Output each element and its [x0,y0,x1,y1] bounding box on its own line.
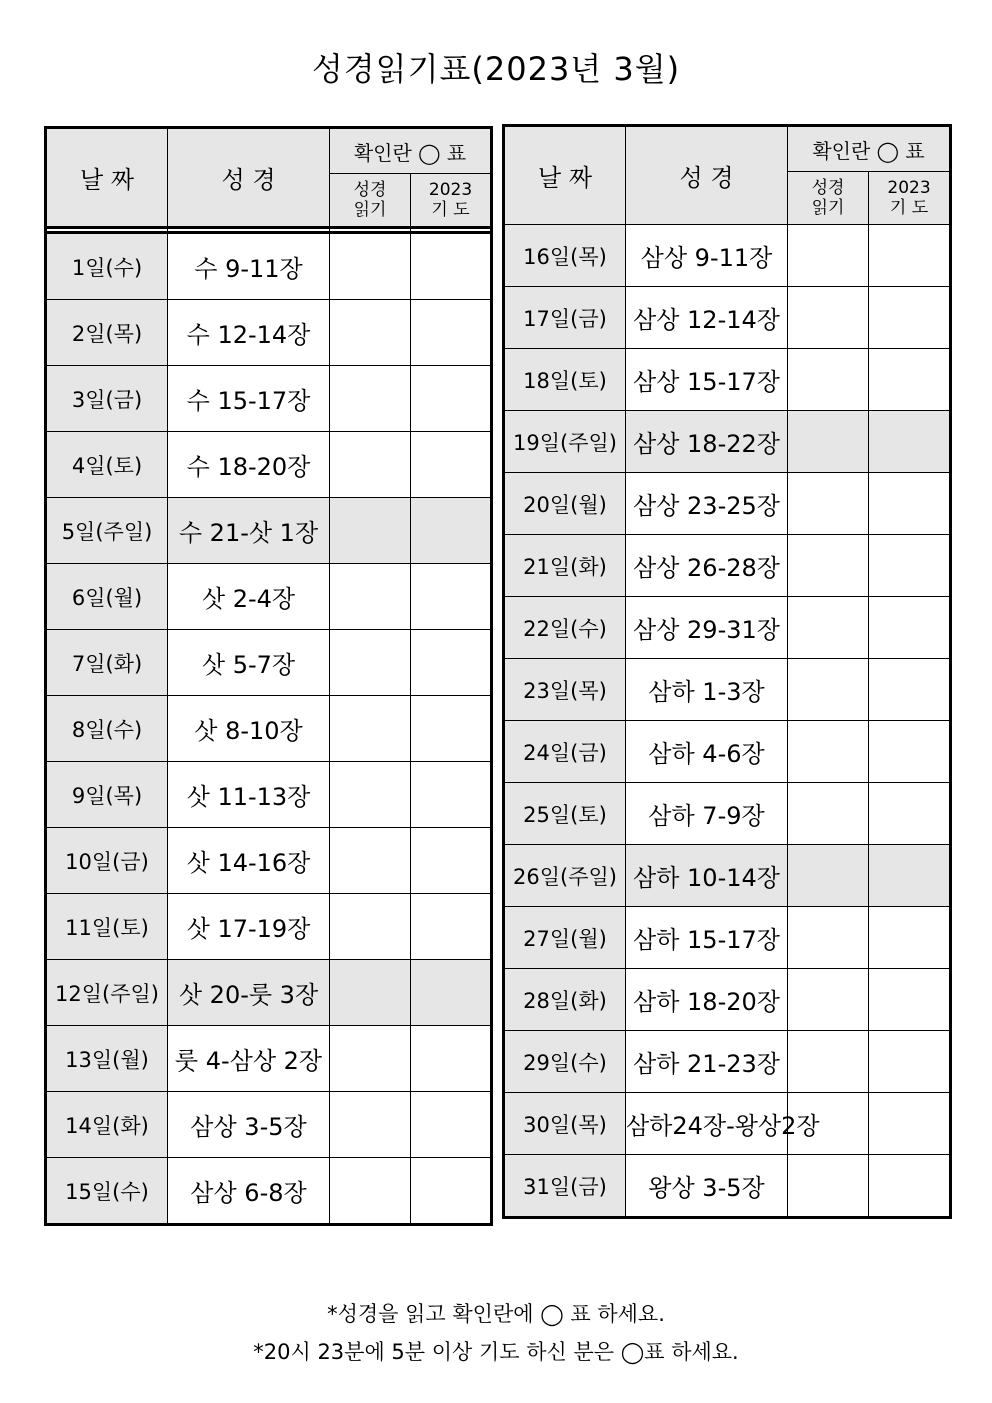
table-row [504,1031,951,1093]
read-check-cell[interactable] [330,828,411,894]
prayer-check-cell[interactable] [869,721,951,783]
read-check-cell[interactable] [788,845,869,907]
passage-cell: 삿 14-16장 [168,828,330,894]
header-passage: 성 경 [168,128,330,228]
prayer-check-cell[interactable] [411,894,492,960]
table-row [46,696,492,762]
date-cell: 5일(주일) [46,498,168,564]
date-cell: 23일(목) [504,659,626,721]
prayer-check-cell[interactable] [869,411,951,473]
date-cell: 27일(월) [504,907,626,969]
prayer-check-cell[interactable] [411,696,492,762]
passage-cell: 삼하 10-14장 [626,845,788,907]
read-check-cell[interactable] [788,1155,869,1218]
date-cell: 19일(주일) [504,411,626,473]
read-check-cell[interactable] [330,960,411,1026]
passage-cell: 삼상 18-22장 [626,411,788,473]
read-check-cell[interactable] [788,597,869,659]
date-cell: 17일(금) [504,287,626,349]
table-row [46,960,492,1026]
prayer-check-cell[interactable] [411,762,492,828]
read-check-cell[interactable] [330,1026,411,1092]
read-check-cell[interactable] [330,432,411,498]
prayer-check-cell[interactable] [869,597,951,659]
header-date: 날 짜 [504,126,626,225]
passage-cell: 수 12-14장 [168,300,330,366]
read-check-cell[interactable] [788,411,869,473]
table-row [46,828,492,894]
header-read: 성경 읽기 [330,174,411,228]
page-title: 성경읽기표(2023년 3월) [311,50,681,88]
date-cell: 29일(수) [504,1031,626,1093]
table-row [46,1158,492,1225]
table-row [46,894,492,960]
prayer-check-cell[interactable] [411,1158,492,1225]
passage-cell: 삿 8-10장 [168,696,330,762]
read-check-cell[interactable] [788,225,869,287]
prayer-check-cell[interactable] [411,1092,492,1158]
date-cell: 6일(월) [46,564,168,630]
prayer-check-cell[interactable] [411,828,492,894]
passage-cell: 삼하 21-23장 [626,1031,788,1093]
table-row [504,783,951,845]
table-row [504,969,951,1031]
prayer-check-cell[interactable] [411,630,492,696]
prayer-check-cell[interactable] [411,300,492,366]
read-check-cell[interactable] [330,233,411,300]
passage-cell: 삼상 23-25장 [626,473,788,535]
header-check: 확인란 ◯ 표 [330,128,492,174]
prayer-check-cell[interactable] [869,287,951,349]
table-row [46,233,492,300]
passage-cell: 수 15-17장 [168,366,330,432]
passage-cell: 수 21-삿 1장 [168,498,330,564]
passage-cell: 삼하 7-9장 [626,783,788,845]
prayer-check-cell[interactable] [869,659,951,721]
date-cell: 9일(목) [46,762,168,828]
passage-cell: 왕상 3-5장 [626,1155,788,1218]
read-check-cell[interactable] [330,630,411,696]
passage-cell: 삿 11-13장 [168,762,330,828]
read-check-cell[interactable] [788,783,869,845]
prayer-check-cell[interactable] [869,535,951,597]
read-check-cell[interactable] [330,894,411,960]
reading-table-right [502,124,952,1219]
prayer-check-cell[interactable] [869,225,951,287]
read-check-cell[interactable] [788,721,869,783]
passage-cell: 삼하 4-6장 [626,721,788,783]
table-row [504,907,951,969]
table-row [504,597,951,659]
date-cell: 3일(금) [46,366,168,432]
read-check-cell[interactable] [330,498,411,564]
prayer-check-cell[interactable] [869,1155,951,1218]
read-check-cell[interactable] [788,349,869,411]
date-cell: 14일(화) [46,1092,168,1158]
prayer-check-cell[interactable] [869,349,951,411]
table-row [504,287,951,349]
date-cell: 2일(목) [46,300,168,366]
date-cell: 8일(수) [46,696,168,762]
note-prayer-instruction: *20시 23분에 5분 이상 기도 하신 분은 ◯표 하세요. [253,1340,739,1364]
header-pray: 2023 기 도 [869,172,951,225]
read-check-cell[interactable] [330,762,411,828]
prayer-check-cell[interactable] [411,960,492,1026]
header-date: 날 짜 [46,128,168,228]
date-cell: 12일(주일) [46,960,168,1026]
passage-cell: 삼상 9-11장 [626,225,788,287]
table-row [504,721,951,783]
table-row [504,1155,951,1218]
prayer-check-cell[interactable] [869,1031,951,1093]
header-passage: 성 경 [626,126,788,225]
passage-cell: 삼하 15-17장 [626,907,788,969]
date-cell: 16일(목) [504,225,626,287]
passage-cell: 삼상 12-14장 [626,287,788,349]
note-read-instruction: *성경을 읽고 확인란에 ◯ 표 하세요. [327,1302,665,1326]
passage-cell: 삼하24장-왕상2장 [626,1093,788,1155]
prayer-check-cell[interactable] [869,1093,951,1155]
read-check-cell[interactable] [330,366,411,432]
table-row [46,300,492,366]
date-cell: 24일(금) [504,721,626,783]
prayer-check-cell[interactable] [869,473,951,535]
table-row [46,630,492,696]
date-cell: 30일(목) [504,1093,626,1155]
prayer-check-cell[interactable] [869,969,951,1031]
header-pray: 2023 기 도 [411,174,492,228]
table-row [504,349,951,411]
date-cell: 11일(토) [46,894,168,960]
passage-cell: 삿 2-4장 [168,564,330,630]
date-cell: 21일(화) [504,535,626,597]
table-row [46,498,492,564]
date-cell: 31일(금) [504,1155,626,1218]
date-cell: 22일(수) [504,597,626,659]
read-check-cell[interactable] [788,535,869,597]
prayer-check-cell[interactable] [869,907,951,969]
passage-cell: 삼상 26-28장 [626,535,788,597]
table-row [46,564,492,630]
passage-cell: 룻 4-삼상 2장 [168,1026,330,1092]
header-check: 확인란 ◯ 표 [788,126,951,172]
passage-cell: 삿 5-7장 [168,630,330,696]
reading-table-left [44,126,493,1226]
date-cell: 15일(수) [46,1158,168,1225]
date-cell: 10일(금) [46,828,168,894]
prayer-check-cell[interactable] [411,1026,492,1092]
date-cell: 4일(토) [46,432,168,498]
read-check-cell[interactable] [788,659,869,721]
read-check-cell[interactable] [330,564,411,630]
read-check-cell[interactable] [330,696,411,762]
read-check-cell[interactable] [330,1158,411,1225]
table-row [46,1026,492,1092]
date-cell: 25일(토) [504,783,626,845]
prayer-check-cell[interactable] [869,783,951,845]
date-cell: 18일(토) [504,349,626,411]
prayer-check-cell[interactable] [411,498,492,564]
date-cell: 26일(주일) [504,845,626,907]
read-check-cell[interactable] [330,1092,411,1158]
read-check-cell[interactable] [788,287,869,349]
passage-cell: 삼하 1-3장 [626,659,788,721]
date-cell: 13일(월) [46,1026,168,1092]
passage-cell: 삼상 15-17장 [626,349,788,411]
read-check-cell[interactable] [788,907,869,969]
table-row [46,366,492,432]
date-cell: 20일(월) [504,473,626,535]
table-row [504,473,951,535]
passage-cell: 삿 17-19장 [168,894,330,960]
read-check-cell[interactable] [788,473,869,535]
table-row [504,845,951,907]
read-check-cell[interactable] [788,1031,869,1093]
date-cell: 7일(화) [46,630,168,696]
table-row [504,535,951,597]
passage-cell: 삼상 29-31장 [626,597,788,659]
read-check-cell[interactable] [330,300,411,366]
passage-cell: 삿 20-룻 3장 [168,960,330,1026]
table-row [504,1093,951,1155]
passage-cell: 삼상 3-5장 [168,1092,330,1158]
table-row [504,411,951,473]
header-read: 성경 읽기 [788,172,869,225]
date-cell: 1일(수) [46,233,168,300]
passage-cell: 수 9-11장 [168,233,330,300]
table-row [504,225,951,287]
prayer-check-cell[interactable] [411,564,492,630]
passage-cell: 삼상 6-8장 [168,1158,330,1225]
table-row [504,659,951,721]
table-row [46,432,492,498]
passage-cell: 삼하 18-20장 [626,969,788,1031]
prayer-check-cell[interactable] [411,432,492,498]
table-row [46,1092,492,1158]
prayer-check-cell[interactable] [411,366,492,432]
prayer-check-cell[interactable] [411,233,492,300]
date-cell: 28일(화) [504,969,626,1031]
prayer-check-cell[interactable] [869,845,951,907]
table-row [46,762,492,828]
read-check-cell[interactable] [788,969,869,1031]
passage-cell: 수 18-20장 [168,432,330,498]
